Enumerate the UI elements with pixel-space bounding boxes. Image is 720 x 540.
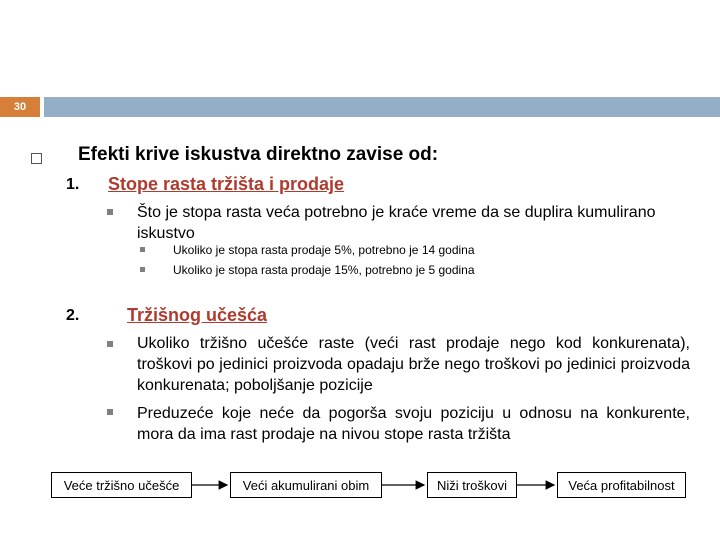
section-2-number: 2. [66, 307, 80, 324]
flow-box-lower-costs: Niži troškovi [427, 472, 517, 498]
slide-heading: Efekti krive iskustva direktno zavise od: [78, 144, 439, 165]
section-1-title: Stope rasta tržišta i prodaje [108, 174, 345, 194]
flow-box-accumulated-volume: Veći akumulirani obim [230, 472, 382, 498]
section-1-subitem-2: Ukoliko je stopa rasta prodaje 15%, potrebno je 5 godina [173, 263, 475, 277]
section-2-item-2: Preduzeće koje neće da pogorša svoju poziciju u odnosu na konkurente, mora da ima rast prodaje na nivou stope rasta tržišta [137, 405, 690, 443]
section-1-subitem-1: Ukoliko je stopa rasta prodaje 5%, potrebno je 14 godina [173, 243, 475, 257]
section-2-title: Tržišnog učešća [127, 305, 268, 325]
section-1-item-1: Što je stopa rasta veća potrebno je kraće vreme da se duplira kumulirano iskustvo [137, 204, 656, 242]
section-2-item-1: Ukoliko tržišno učešće raste (veći rast prodaje nego kod konkurenata), troškovi po jedinici proizvoda opadaju brže nego troškovi po jedinici proizvoda konkurenata; poboljšanje pozicije [137, 335, 690, 394]
flow-box-profitability: Veća profitabilnost [557, 472, 686, 498]
slide-number: 30 [0, 97, 40, 117]
section-1-number: 1. [66, 176, 80, 193]
flow-box-market-share: Veće tržišno učešće [51, 472, 192, 498]
